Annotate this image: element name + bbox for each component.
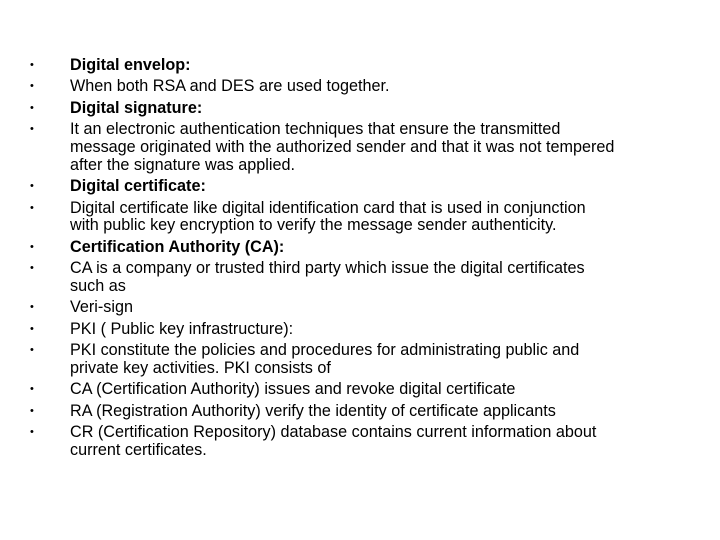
section-heading: Digital signature: xyxy=(70,98,203,117)
list-item xyxy=(22,342,692,378)
bullet-icon: • xyxy=(30,59,34,71)
bullet-text: PKI ( Public key infrastructure): xyxy=(70,319,294,338)
list-item xyxy=(22,239,692,257)
list-item xyxy=(22,403,692,421)
bullet-text: RA (Registration Authority) verify the identity of certificate applicants xyxy=(70,401,556,420)
list-item xyxy=(22,57,692,75)
list-item xyxy=(22,178,692,196)
bullet-icon: • xyxy=(30,301,34,314)
section-heading: Digital certificate: xyxy=(70,177,206,196)
bullet-text: CA (Certification Authority) issues and revoke digital certificate xyxy=(70,380,516,399)
bullet-text: Digital certificate like digital identification card that is used in conjunction with public key encryption to verify the message sender authenticity. xyxy=(70,198,586,235)
list-item xyxy=(22,121,692,174)
bullet-text: CR (Certification Repository) database contains current information about current certificates. xyxy=(70,423,597,459)
bullet-icon: • xyxy=(30,201,34,214)
bullet-icon: • xyxy=(30,383,34,396)
section-heading: Digital envelop: xyxy=(70,56,191,74)
bullet-text: CA is a company or trusted third party which issue the digital certificates such as xyxy=(70,259,585,295)
bullet-icon: • xyxy=(30,101,34,114)
bullet-text: When both RSA and DES are used together. xyxy=(70,77,390,96)
list-item xyxy=(22,260,692,296)
bullet-icon: • xyxy=(30,262,34,275)
bullet-icon: • xyxy=(30,344,34,357)
section-heading: Certification Authority (CA): xyxy=(70,237,285,256)
bullet-icon: • xyxy=(30,240,34,253)
bullet-text: PKI constitute the policies and procedures for administrating public and private key activities. PKI consists of xyxy=(70,341,580,377)
list-item xyxy=(22,200,692,236)
list-item xyxy=(22,299,692,317)
list-item xyxy=(22,100,692,118)
bullet-text: It an electronic authentication techniques that ensure the transmitted message originated with the authorized sender and that it was not tempered after the signature was applied. xyxy=(70,120,615,174)
bullet-icon: • xyxy=(30,404,34,417)
list-item xyxy=(22,78,692,96)
bullet-icon: • xyxy=(30,123,34,136)
bullet-icon: • xyxy=(30,322,34,335)
list-item xyxy=(22,381,692,399)
list-item xyxy=(22,424,692,460)
bullet-icon: • xyxy=(30,80,34,93)
bullet-text: Veri-sign xyxy=(70,298,133,317)
bullet-icon: • xyxy=(30,180,34,193)
bullet-list xyxy=(22,57,692,463)
bullet-icon: • xyxy=(30,426,34,439)
list-item xyxy=(22,321,692,339)
